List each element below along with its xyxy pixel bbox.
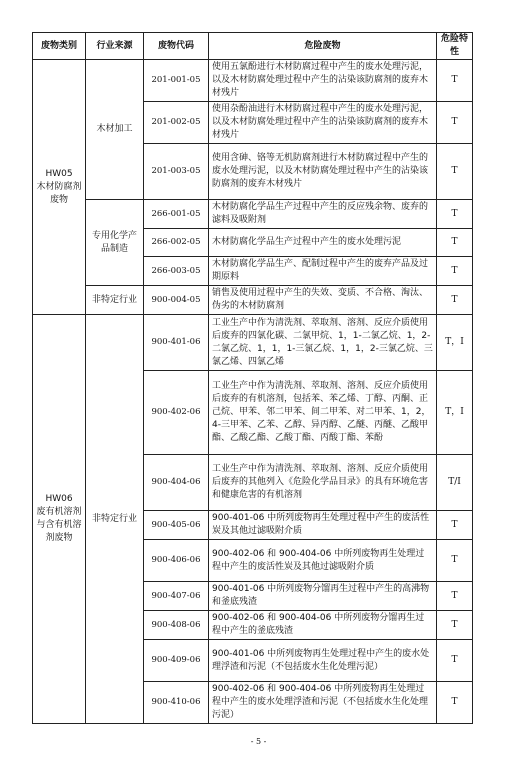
waste-code: 201-003-05 [144,144,209,200]
waste-code: 201-002-05 [144,102,209,144]
waste-description: 900-401-06 中所列废物分馏再生过程中产生的高沸物和釜底残渣 [209,582,437,611]
hazard-property: T [437,60,473,102]
header-code: 废物代码 [144,33,209,60]
waste-description: 使用五氯酚进行木材防腐过程中产生的废水处理污泥，以及木材防腐处理过程中产生的沾染该防腐剂的废弃木材残片 [209,60,437,102]
hazard-property: T，I [437,371,473,455]
category-hw05: HW05 木材防腐剂 废物 [33,60,86,315]
hazard-property: T [437,229,473,257]
waste-description: 900-402-06 和 900-404-06 中所列废物再生处理过程中产生的废活性炭及其他过滤吸附介质 [209,540,437,582]
industry-wood-processing: 木材加工 [86,60,144,200]
hazard-property: T [437,540,473,582]
header-category: 废物类别 [33,33,86,60]
hazard-property: T [437,682,473,724]
waste-description: 木材防腐化学品生产过程中产生的废水处理污泥 [209,229,437,257]
table-row [33,286,473,315]
header-industry: 行业来源 [86,33,144,60]
waste-description: 900-402-06 和 900-404-06 中所列废物分馏再生过程中产生的釜底残渣 [209,611,437,640]
waste-code: 266-002-05 [144,229,209,257]
hazard-property: T [437,200,473,229]
table-row [33,315,473,371]
waste-code: 266-003-05 [144,257,209,286]
waste-description: 木材防腐化学品生产、配制过程中产生的废弃产品及过期原料 [209,257,437,286]
industry-special-chemicals: 专用化学产品制造 [86,200,144,286]
waste-code: 900-402-06 [144,371,209,455]
header-hazard: 危险特性 [437,33,473,60]
industry-non-specific: 非特定行业 [86,315,144,724]
waste-code: 900-410-06 [144,682,209,724]
hazard-property: T [437,611,473,640]
hazard-property: T [437,257,473,286]
hazard-property: T [437,582,473,611]
waste-description: 900-401-06 中所列废物再生处理过程中产生的废水处理浮渣和污泥（不包括废水生化处理污泥） [209,640,437,682]
waste-description: 使用含砷、铬等无机防腐剂进行木材防腐过程中产生的废水处理污泥，以及木材防腐处理过程中产生的沾染该防腐剂的废弃木材残片 [209,144,437,200]
waste-code: 900-409-06 [144,640,209,682]
industry-non-specific: 非特定行业 [86,286,144,315]
hazard-property: T [437,102,473,144]
waste-code: 900-004-05 [144,286,209,315]
table-header-row [33,33,473,60]
header-waste: 危险废物 [209,33,437,60]
page-number: - 5 - [250,737,267,746]
waste-description: 900-401-06 中所列废物再生处理过程中产生的废活性炭及其他过滤吸附介质 [209,511,437,540]
table-row [33,60,473,102]
waste-code: 900-405-06 [144,511,209,540]
waste-description: 销售及使用过程中产生的失效、变质、不合格、淘汰、伪劣的木材防腐剂 [209,286,437,315]
category-hw06: HW06 废有机溶剂 与含有机溶 剂废物 [33,315,86,724]
waste-code: 900-408-06 [144,611,209,640]
hazard-property: T，I [437,315,473,371]
waste-code: 900-406-06 [144,540,209,582]
hazard-property: T [437,144,473,200]
table-row [33,200,473,229]
hazard-property: T [437,640,473,682]
waste-description: 工业生产中作为清洗剂、萃取剂、溶剂、反应介质使用后废弃的四氯化碳、二氯甲烷、1，1-二氯乙烷、1，2-二氯乙烷、1，1，1-三氯乙烷、1，1，2-三氯乙烷、三氯乙烯、四氯乙烯 [209,315,437,371]
waste-code: 900-404-06 [144,455,209,511]
waste-description: 工业生产中作为清洗剂、萃取剂、溶剂、反应介质使用后废弃的有机溶剂，包括苯、苯乙烯、丁醇、丙酮、正己烷、甲苯、邻二甲苯、间二甲苯、对二甲苯、1，2，4-三甲苯、乙苯、乙醇、异丙醇、乙醚、丙醚、乙酸甲酯、乙酸乙酯、乙酸丁酯、丙酸丁酯、苯酚 [209,371,437,455]
hazard-property: T [437,511,473,540]
waste-code: 201-001-05 [144,60,209,102]
hazard-property: T/I [437,455,473,511]
document-page [32,32,472,724]
waste-description: 使用杂酚油进行木材防腐过程中产生的废水处理污泥，以及木材防腐处理过程中产生的沾染该防腐剂的废弃木材残片 [209,102,437,144]
waste-description: 900-402-06 和 900-404-06 中所列废物再生处理过程中产生的废水处理浮渣和污泥（不包括废水生化处理污泥） [209,682,437,724]
waste-code: 266-001-05 [144,200,209,229]
waste-description: 工业生产中作为清洗剂、萃取剂、溶剂、反应介质使用后废弃的其他列入《危险化学品目录》的具有环境危害和健康危害的有机溶剂 [209,455,437,511]
waste-description: 木材防腐化学品生产过程中产生的反应残余物、废弃的滤料及吸附剂 [209,200,437,229]
waste-code: 900-401-06 [144,315,209,371]
hazard-property: T [437,286,473,315]
waste-code: 900-407-06 [144,582,209,611]
hazardous-waste-table [32,32,473,724]
